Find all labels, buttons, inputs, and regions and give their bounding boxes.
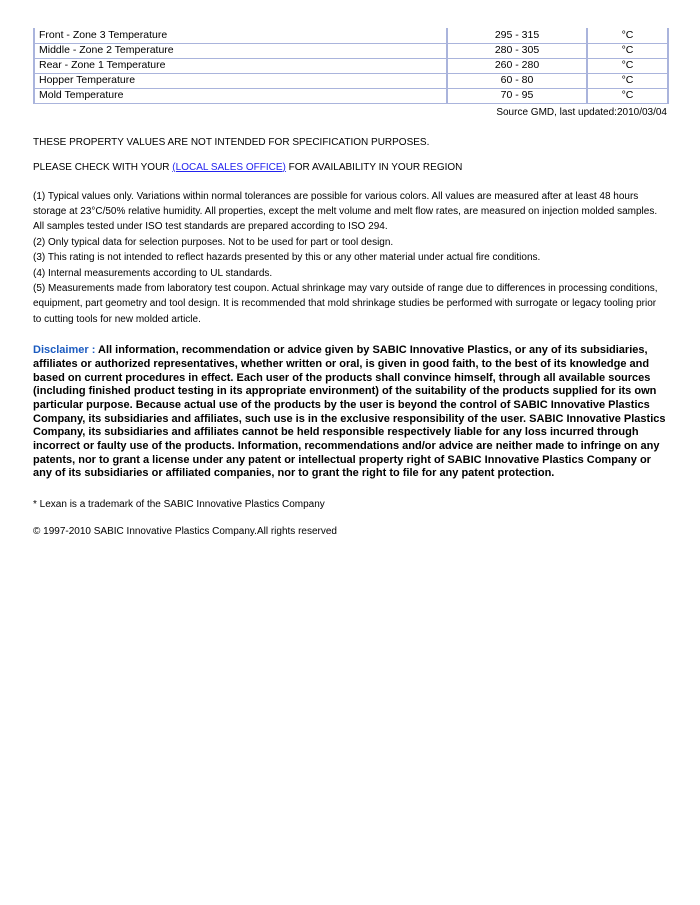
- property-cell: Front - Zone 3 Temperature: [34, 28, 447, 43]
- table-row: [34, 88, 668, 103]
- unit-cell: °C: [587, 88, 668, 103]
- property-cell: Rear - Zone 1 Temperature: [34, 58, 447, 73]
- disclaimer-label: Disclaimer :: [33, 344, 96, 357]
- value-cell: 260 - 280: [447, 58, 587, 73]
- disclaimer-text: All information, recommendation or advice given by SABIC Innovative Plastics, or any of its subsidiaries, affiliates or authorized representatives, whether written or oral, is given in good faith, to the best of its knowledge and based on current procedures in effect. Each user of the products shall convince himself, through all available sources (including finished product testing in its appropriate environment) of the suitability of the products supplied for its own particular purpose. Because actual use of the products by the user is beyond the control of SABIC Innovative Plastics Company, its subsidiaries and affiliates, such use is in the exclusive responsibility of the user. SABIC Innovative Plastics Company, its subsidiaries and affiliates cannot be held responsible respectively liable for any loss incurred through incorrect or faulty use of the products. Information, recommendations and/or advice are neither made to infringe on any patents, nor to grant a license under any patent or intellectual property right of SABIC Innovative Plastics Company or any of its subsidiaries or affiliated companies, nor to grant the right to file for any patent protection.: [33, 344, 666, 480]
- copyright-note: © 1997-2010 SABIC Innovative Plastics Company.All rights reserved: [33, 526, 337, 538]
- property-cell: Middle - Zone 2 Temperature: [34, 43, 447, 58]
- note: (5) Measurements made from laboratory test coupon. Actual shrinkage may vary outside of range due to differences in processing conditions, equipment, part geometry and tool design. It is recommended that mold shrinkage studies be performed with surrogate or legacy tooling prior to cutting tools for new molded article.: [33, 282, 658, 325]
- value-cell: 280 - 305: [447, 43, 587, 58]
- unit-cell: °C: [587, 73, 668, 88]
- value-cell: 70 - 95: [447, 88, 587, 103]
- table-body: [34, 28, 668, 103]
- unit-cell: °C: [587, 43, 668, 58]
- local-sales-office-link[interactable]: (LOCAL SALES OFFICE): [172, 161, 286, 173]
- value-cell: 295 - 315: [447, 28, 587, 43]
- value-cell: 60 - 80: [447, 73, 587, 88]
- processing-temperature-table: [33, 28, 669, 104]
- property-cell: Hopper Temperature: [34, 73, 447, 88]
- trademark-note: * Lexan is a trademark of the SABIC Innovative Plastics Company: [33, 499, 325, 511]
- notes-list: [33, 189, 667, 328]
- disclaimer-paragraph: [33, 344, 669, 481]
- spec-notice: THESE PROPERTY VALUES ARE NOT INTENDED FOR SPECIFICATION PURPOSES.: [33, 136, 430, 148]
- note: (1) Typical values only. Variations within normal tolerances are possible for various colors. All values are measured after at least 48 hours storage at 23°C/50% relative humidity. All properties, except the melt volume and melt flow rates, are measured on injection molded samples. All samples tested under ISO test standards are prepared according to ISO 294.: [33, 190, 658, 233]
- unit-cell: °C: [587, 28, 668, 43]
- table-row: [34, 58, 668, 73]
- note: (3) This rating is not intended to reflect hazards presented by this or any other material under actual fire conditions.: [33, 252, 541, 264]
- availability-prefix: PLEASE CHECK WITH YOUR: [33, 161, 173, 173]
- note: (2) Only typical data for selection purposes. Not to be used for part or tool design.: [33, 236, 394, 248]
- table-row: [34, 43, 668, 58]
- property-cell: Mold Temperature: [34, 88, 447, 103]
- availability-suffix: FOR AVAILABILITY IN YOUR REGION: [285, 161, 463, 173]
- source-note: Source GMD, last updated:2010/03/04: [496, 106, 667, 118]
- table-row: [34, 73, 668, 88]
- note: (4) Internal measurements according to UL standards.: [33, 267, 273, 279]
- availability-notice: [33, 161, 667, 174]
- table-row: [34, 28, 668, 43]
- unit-cell: °C: [587, 58, 668, 73]
